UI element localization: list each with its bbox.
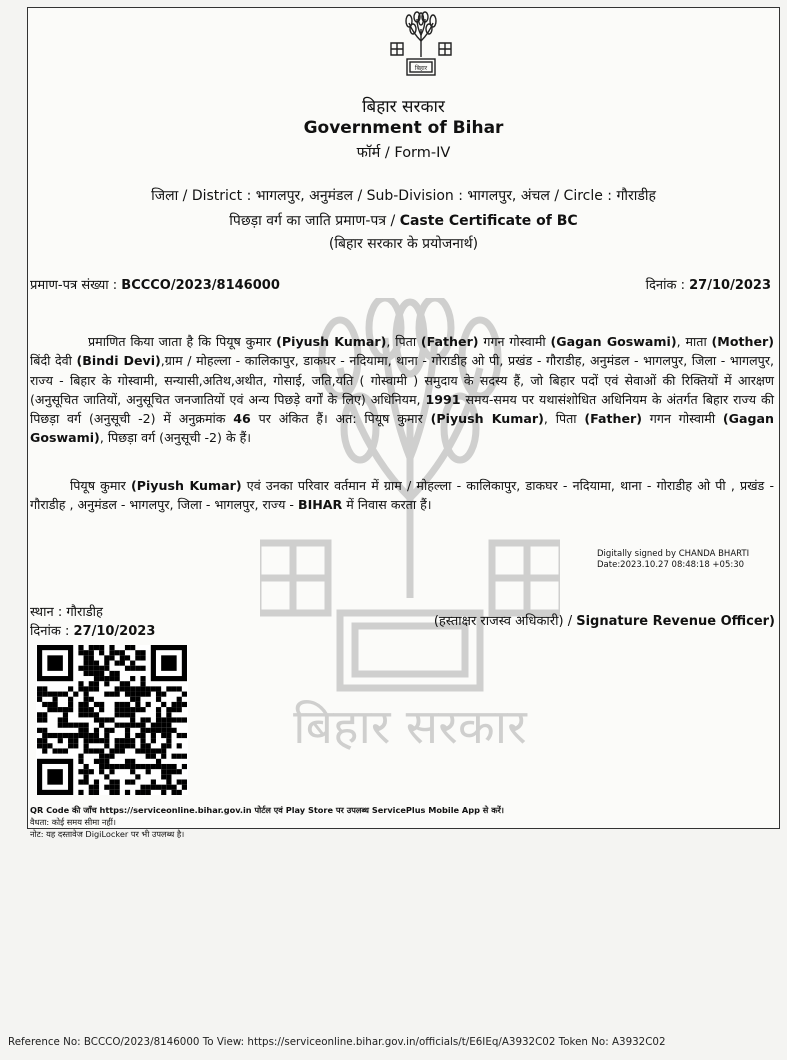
title-english: Government of Bihar bbox=[303, 118, 504, 138]
p1-father-name-en: (Gagan Goswami) bbox=[30, 411, 774, 446]
issue-date bbox=[646, 275, 771, 293]
p2-text: में निवास करता हैं। bbox=[342, 497, 432, 513]
p1-text: प्रमाणित किया जाता है कि पियूष कुमार bbox=[88, 334, 277, 349]
digital-signed-date: Date:2023.10.27 08:48:18 +05:30 bbox=[597, 560, 745, 570]
p1-father-label: (Father) bbox=[420, 334, 479, 349]
signatory-hindi: (हस्ताक्षर राजस्व अधिकारी) / bbox=[433, 614, 573, 629]
certification-paragraph bbox=[30, 332, 774, 448]
p2-name-en: (Piyush Kumar) bbox=[130, 478, 242, 493]
signatory-line bbox=[434, 611, 775, 629]
digital-signature bbox=[597, 549, 749, 571]
p1-text: , पिता bbox=[543, 411, 585, 427]
p2-text: एवं उनका परिवार वर्तमान में ग्राम / मोहल्ला - कालिकापुर, डाकघर - नदियामा, थाना - गोराडीह ओ पी , प्रखंड - गौराडीह , अनुमंडल - भागलपुर, जिला - भागलपुर, राज्य - bbox=[30, 478, 774, 513]
purpose-text: (बिहार सरकार के प्रयोजनार्थ) bbox=[328, 236, 479, 252]
p1-act-year: 1991 bbox=[425, 391, 461, 407]
p1-text: , पिता bbox=[386, 334, 421, 349]
place-date-value: 27/10/2023 bbox=[73, 624, 156, 639]
title-hindi: बिहार सरकार bbox=[362, 97, 445, 117]
circle-label: अंचल / Circle : bbox=[520, 188, 613, 204]
certificate-number bbox=[30, 275, 280, 293]
cert-no-label: प्रमाण-पत्र संख्या : bbox=[30, 278, 118, 293]
place-line bbox=[30, 602, 103, 620]
qr-note: QR Code की जाँच https://serviceonline.bihar.gov.in पोर्टल एवं Play Store पर उपलब्ध ServicePlus Mobile App से करें। bbox=[30, 805, 504, 815]
residence-paragraph bbox=[30, 476, 774, 515]
p1-text: , पिछड़ा वर्ग (अनुसूची -2) के हैं। bbox=[99, 430, 252, 446]
p1-text: ,ग्राम / मोहल्ला - कालिकापुर, डाकघर - नदियामा, थाना - गोराडीह ओ पी, प्रखंड - गौराडीह, अनुमंडल - भागलपुर, जिला - भागलपुर, राज्य - बिहार के गोस्वामी, सन्यासी,अतिथ,अथीत, गोसाई, जति,यति ( गोस्वामी ) समुदाय के सदस्य हैं, जो बिहार पदों एवं सेवाओं की रिक्तियों में आरक्षण (अनुसूचित जातियों, अनुसूचित जनजातियों एवं अन्य पिछड़े वर्गों के लिए) अधिनियम, bbox=[30, 353, 774, 407]
cert-no-value: BCCCO/2023/8146000 bbox=[121, 278, 280, 293]
circle-value: गौराडीह bbox=[616, 188, 656, 204]
certificate-sheet bbox=[27, 7, 780, 839]
p1-text: समय-समय पर यथासंशोधित अधिनियम के अंतर्गत बिहार राज्य की पिछड़ा वर्ग (अनुसूची -2) में अनुक्रमांक bbox=[30, 391, 774, 427]
watermark-text: बिहार सरकार bbox=[293, 699, 527, 755]
place-value: गौराडीह bbox=[66, 605, 103, 620]
place-label: स्थान : bbox=[30, 605, 63, 620]
issue-date-value: 27/10/2023 bbox=[689, 278, 771, 293]
district-value: भागलपुर, bbox=[255, 188, 305, 204]
validity-note: वैधता: कोई समय सीमा नहीं। bbox=[30, 817, 116, 827]
signatory-english: Signature Revenue Officer) bbox=[576, 614, 775, 629]
p1-text: गगन गोस्वामी bbox=[641, 411, 723, 427]
subdivision-label: अनुमंडल / Sub-Division : bbox=[309, 188, 463, 204]
p2-state: BIHAR bbox=[297, 497, 343, 513]
p1-text: गगन गोस्वामी bbox=[478, 334, 551, 349]
p1-name-en: (Piyush Kumar) bbox=[430, 411, 544, 427]
p2-text: पियूष कुमार bbox=[70, 478, 131, 493]
digilocker-note: नोट: यह दस्तावेज DigiLocker पर भी उपलब्ध है। bbox=[30, 829, 185, 839]
place-date-line bbox=[30, 621, 155, 639]
p1-father-label: (Father) bbox=[584, 411, 642, 427]
form-label: फॉर्म / Form-IV bbox=[356, 145, 451, 161]
p1-mother-label: (Mother) bbox=[711, 334, 774, 349]
place-date-label: दिनांक : bbox=[30, 624, 70, 639]
p1-name-en: (Piyush Kumar) bbox=[276, 334, 387, 349]
bihar-emblem-icon bbox=[387, 11, 455, 81]
emblem-text: बिहार bbox=[414, 65, 428, 72]
location-line bbox=[28, 186, 779, 205]
qr-code-icon bbox=[36, 645, 188, 795]
cert-title-english: Caste Certificate of BC bbox=[399, 213, 578, 229]
issue-date-label: दिनांक : bbox=[645, 278, 685, 293]
certificate-title bbox=[28, 211, 779, 230]
footer-reference: Reference No: BCCCO/2023/8146000 To View: https://serviceonline.bihar.gov.in/officials/t/E6IEq/A3932C02 Token No: A3932C02 bbox=[8, 1036, 666, 1048]
district-label: जिला / District : bbox=[151, 188, 252, 204]
p1-mother-name-en: (Bindi Devi) bbox=[76, 353, 161, 369]
cert-title-hindi: पिछड़ा वर्ग का जाति प्रमाण-पत्र / bbox=[229, 213, 396, 229]
p1-text: पर अंकित हैं। अत: पियूष कुमार bbox=[250, 411, 431, 427]
p1-father-name-en: (Gagan Goswami) bbox=[550, 334, 677, 349]
subdivision-value: भागलपुर, bbox=[467, 188, 517, 204]
p1-serial-no: 46 bbox=[233, 411, 251, 427]
p1-text: बिंदी देवी bbox=[30, 353, 77, 369]
digital-signed-by: Digitally signed by CHANDA BHARTI bbox=[597, 549, 750, 559]
p1-text: , माता bbox=[676, 334, 712, 349]
